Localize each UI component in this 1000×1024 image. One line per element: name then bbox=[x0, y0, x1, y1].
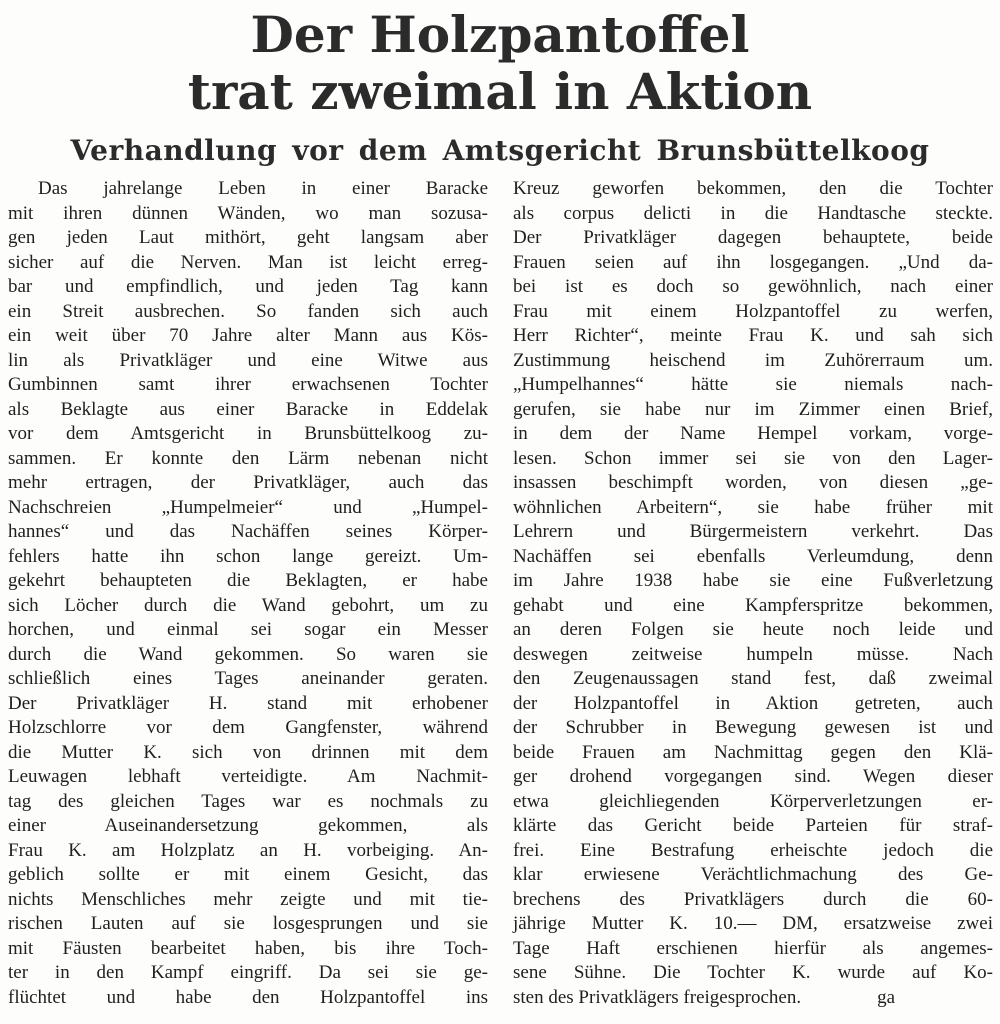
text-line: ter in den Kampf eingriff. Da sei sie ge- bbox=[8, 962, 488, 983]
text-line: die Mutter K. sich von drinnen mit dem bbox=[8, 741, 488, 763]
text-line: Frauen seien auf ihn losgegangen. „Und da- bbox=[513, 251, 993, 273]
text-line: der Holzpantoffel in Aktion getreten, auch bbox=[513, 692, 993, 714]
text-line: Tage Haft erschienen hierfür als angemes- bbox=[513, 937, 993, 959]
text-line: lin als Privatkläger und eine Witwe aus bbox=[8, 349, 488, 371]
text-line: klar erwiesene Verächtlichmachung des Ge- bbox=[513, 864, 993, 885]
text-line: „Humpelhannes“ hätte sie niemals nach- bbox=[513, 374, 993, 395]
text-line: Das jahrelange Leben in einer Baracke bbox=[38, 178, 488, 199]
text-line: im Jahre 1938 habe sie eine Fußverletzung bbox=[513, 570, 993, 591]
text-line: rischen Lauten auf sie losgesprungen und sie bbox=[8, 913, 488, 934]
text-line: flüchtet und habe den Holzpantoffel ins bbox=[8, 986, 488, 1008]
text-line: sammen. Er konnte den Lärm nebenan nicht bbox=[8, 447, 488, 469]
text-line: gen jeden Laut mithört, geht langsam aber bbox=[8, 227, 488, 248]
text-line: klärte das Gericht beide Parteien für straf- bbox=[513, 815, 993, 836]
text-line: gehabt und eine Kampferspritze bekommen, bbox=[513, 594, 993, 616]
article-body bbox=[0, 177, 1000, 1010]
text-line: Zustimmung heischend im Zuhörerraum um. bbox=[513, 349, 993, 371]
text-line: Herr Richter“, meinte Frau K. und sah sich bbox=[513, 325, 993, 346]
text-line: deswegen zeitweise humpeln müsse. Nach bbox=[513, 643, 993, 665]
text-line: mit Fäusten bearbeitet haben, bis ihre Toch- bbox=[8, 937, 488, 959]
text-line: nichts Menschliches mehr zeigte und mit tie- bbox=[8, 888, 488, 910]
text-line: Frau K. am Holzplatz an H. vorbeiging. An- bbox=[8, 839, 488, 861]
text-line: bar und empfindlich, und jeden Tag kann bbox=[8, 276, 488, 297]
text-line: an deren Folgen sie heute noch leide und bbox=[513, 619, 993, 640]
text-line: Der Privatkläger H. stand mit erhobener bbox=[8, 692, 488, 714]
text-line: sicher auf die Nerven. Man ist leicht erreg- bbox=[8, 251, 488, 273]
text-line: sene Sühne. Die Tochter K. wurde auf Ko- bbox=[513, 962, 993, 983]
text-line: Leuwagen lebhaft verteidigte. Am Nachmit- bbox=[8, 766, 488, 787]
text-line: beide Frauen am Nachmittag gegen den Klä- bbox=[513, 741, 993, 763]
text-line: als Beklagte aus einer Baracke in Eddelak bbox=[8, 398, 488, 420]
text-line: gerufen, sie habe nur im Zimmer einen Brief, bbox=[513, 398, 993, 420]
left-column bbox=[8, 177, 488, 1010]
text-line: Gumbinnen samt ihrer erwachsenen Tochter bbox=[8, 374, 488, 395]
text-line: einer Auseinandersetzung gekommen, als bbox=[8, 815, 488, 836]
text-line: Nachschreien „Humpelmeier“ und „Humpel- bbox=[8, 496, 488, 518]
text-line: ger drohend vorgegangen sind. Wegen dieser bbox=[513, 766, 993, 787]
text-line: frei. Eine Bestrafung erheischte jedoch die bbox=[513, 839, 993, 861]
text-line: Nachäffen sei ebenfalls Verleumdung, denn bbox=[513, 545, 993, 567]
text-line: sich Löcher durch die Wand gebohrt, um zu bbox=[8, 594, 488, 616]
text-line: tag des gleichen Tages war es nochmals zu bbox=[8, 790, 488, 812]
article-header bbox=[0, 0, 1000, 168]
text-line: horchen, und einmal sei sogar ein Messer bbox=[8, 619, 488, 640]
text-line: schließlich eines Tages aneinander geraten. bbox=[8, 668, 488, 689]
text-line: durch die Wand gekommen. So waren sie bbox=[8, 643, 488, 665]
text-line: fehlers hatte ihn schon lange gereizt. Um- bbox=[8, 545, 488, 567]
text-line: bei ist es doch so gewöhnlich, nach einer bbox=[513, 276, 993, 297]
text-line: wöhnlichen Arbeitern“, sie habe früher mit bbox=[513, 496, 993, 518]
text-line: Lehrern und Bürgermeistern verkehrt. Das bbox=[513, 521, 993, 542]
text-line: gekehrt behaupteten die Beklagten, er habe bbox=[8, 570, 488, 591]
text-line: geblich sollte er mit einem Gesicht, das bbox=[8, 864, 488, 885]
text-line: ein weit über 70 Jahre alter Mann aus Kös- bbox=[8, 325, 488, 346]
subheadline: Verhandlung vor dem Amtsgericht Brunsbüttelkoog bbox=[70, 134, 930, 167]
text-line: etwa gleichliegenden Körperverletzungen er- bbox=[513, 790, 993, 812]
text-line: sten des Privatklägers freigesprochen. ga bbox=[513, 986, 896, 1008]
headline-line-1: Der Holzpantoffel bbox=[250, 5, 750, 64]
text-line: lesen. Schon immer sei sie von den Lager- bbox=[513, 447, 993, 469]
text-line: Frau mit einem Holzpantoffel zu werfen, bbox=[513, 300, 993, 322]
text-line: der Schrubber in Bewegung gewesen ist und bbox=[513, 717, 993, 738]
text-line: ein Streit ausbrechen. So fanden sich auch bbox=[8, 300, 488, 322]
headline bbox=[0, 6, 1000, 120]
text-line: vor dem Amtsgericht in Brunsbüttelkoog zu- bbox=[8, 423, 488, 444]
text-line: Kreuz geworfen bekommen, den die Tochter bbox=[513, 178, 993, 199]
text-line: als corpus delicti in die Handtasche steckte. bbox=[513, 202, 993, 224]
text-line: mehr ertragen, der Privatkläger, auch das bbox=[8, 472, 488, 493]
text-line: jährige Mutter K. 10.— DM, ersatzweise zwei bbox=[513, 913, 993, 934]
text-line: den Zeugenaussagen stand fest, daß zweimal bbox=[513, 668, 993, 689]
text-line: Holzschlorre vor dem Gangfenster, während bbox=[8, 717, 488, 738]
text-line: brechens des Privatklägers durch die 60- bbox=[513, 888, 993, 910]
right-column bbox=[513, 177, 993, 1010]
text-line: mit ihren dünnen Wänden, wo man sozusa- bbox=[8, 202, 488, 224]
text-line: in dem der Name Hempel vorkam, vorge- bbox=[513, 423, 993, 444]
text-line: hannes“ und das Nachäffen seines Körper- bbox=[8, 521, 488, 542]
headline-line-2: trat zweimal in Aktion bbox=[187, 62, 813, 121]
text-line: Der Privatkläger dagegen behauptete, beide bbox=[513, 227, 993, 248]
text-line: insassen beschimpft worden, von diesen „ge- bbox=[513, 472, 993, 493]
